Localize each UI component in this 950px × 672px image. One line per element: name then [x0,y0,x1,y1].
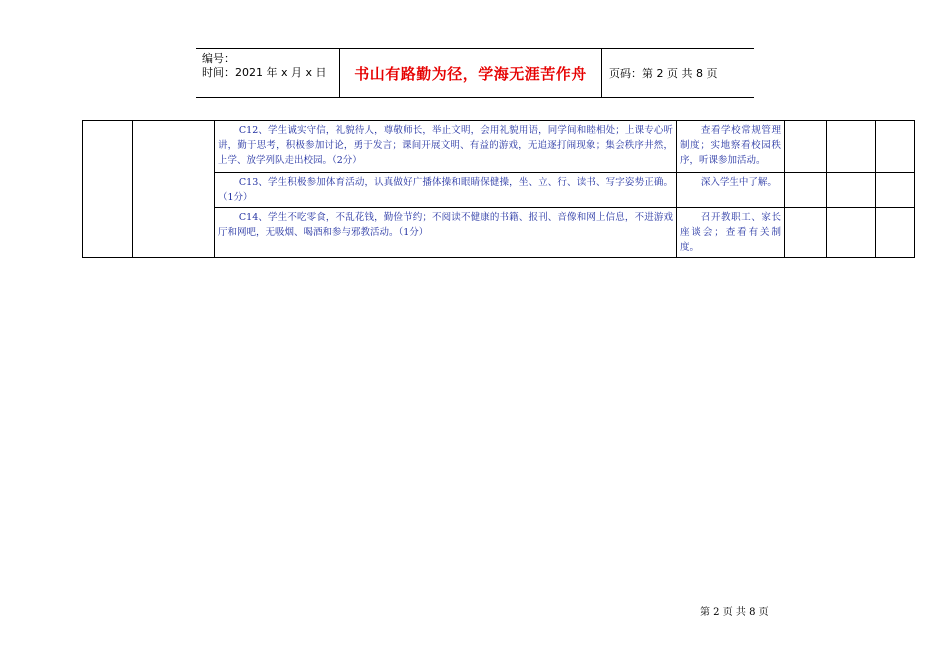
standard-cell: C12、学生诚实守信，礼貌待人，尊敬师长，举止文明，会用礼貌用语，同学间和睦相处；上课专心听讲，勤于思考，积极参加讨论，勇于发言；课间开展文明、有益的游戏，无追逐打闹现象；集会秩序井然，上学、放学列队走出校园。（2分） [215,121,677,173]
score-cell [785,173,827,208]
category-cell [83,121,133,258]
page-indicator: 页码：第 2 页 共 8 页 [609,67,718,80]
score-cell [827,121,876,173]
page-footer: 第 2 页 共 8 页 [700,607,769,618]
time-label: 时间：2021 年 x 月 x 日 [202,66,327,79]
score-cell [785,121,827,173]
header-info [196,49,339,97]
number-label: 编号： [202,52,235,65]
score-cell [876,121,915,173]
table-row [83,121,915,173]
page-header [196,48,754,98]
method-cell: 召开教职工、家长座谈会；查看有关制度。 [677,208,785,258]
subcategory-cell [133,121,215,258]
evaluation-table [82,120,915,258]
motto-text: 书山有路勤为径，学海无涯苦作舟 [339,49,602,97]
score-cell [876,208,915,258]
standard-cell: C14、学生不吃零食，不乱花钱，勤俭节约；不阅读不健康的书籍、报刊、音像和网上信息，不进游戏厅和网吧，无吸烟、喝酒和参与邪教活动。（1分） [215,208,677,258]
score-cell [827,173,876,208]
method-cell: 查看学校常规管理制度；实地察看校园秩序，听课参加活动。 [677,121,785,173]
score-cell [785,208,827,258]
standard-cell: C13、学生积极参加体育活动，认真做好广播体操和眼睛保健操，坐、立、行、读书、写字姿势正确。（1分） [215,173,677,208]
method-cell: 深入学生中了解。 [677,173,785,208]
score-cell [827,208,876,258]
score-cell [876,173,915,208]
